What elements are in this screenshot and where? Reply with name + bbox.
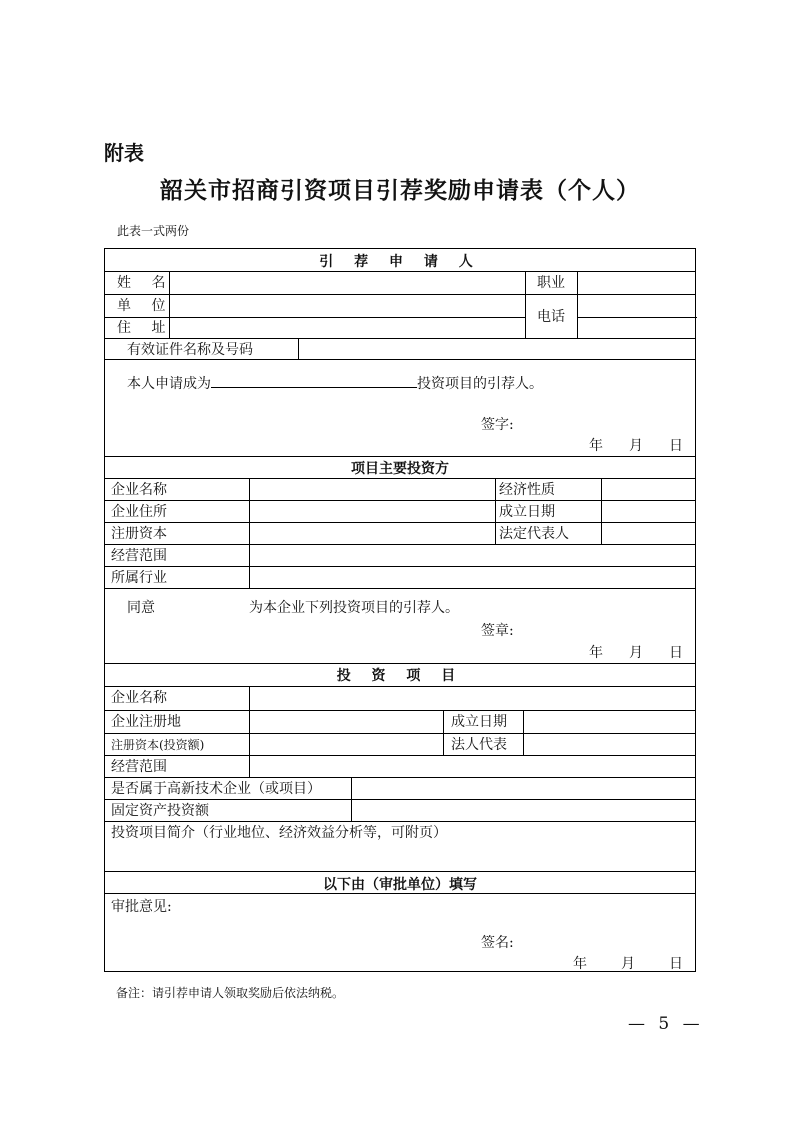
divider xyxy=(105,710,695,711)
divider xyxy=(523,710,524,755)
investor-address-label: 企业住所 xyxy=(111,504,167,520)
month-label: 月 xyxy=(621,956,635,972)
divider xyxy=(351,777,352,821)
day-label: 日 xyxy=(669,438,683,454)
hightech-label: 是否属于高新技术企业（或项目） xyxy=(111,781,321,797)
divider xyxy=(249,478,250,588)
day-label: 日 xyxy=(669,956,683,972)
divider xyxy=(105,478,695,479)
agree-label: 同意 xyxy=(127,600,155,616)
month-label: 月 xyxy=(629,645,643,661)
project-summary-label: 投资项目简介（行业地位、经济效益分析等，可附页） xyxy=(111,825,447,841)
divider xyxy=(298,338,299,359)
project-name-blank xyxy=(211,373,417,388)
investor-capital-label: 注册资本 xyxy=(111,526,167,542)
occupation-label: 职业 xyxy=(537,275,565,291)
divider xyxy=(105,799,695,800)
year-label: 年 xyxy=(589,645,603,661)
day-label: 日 xyxy=(669,645,683,661)
month-label: 月 xyxy=(629,438,643,454)
divider xyxy=(105,821,695,822)
year-label: 年 xyxy=(589,438,603,454)
divider xyxy=(525,271,526,338)
divider xyxy=(105,271,695,272)
project-founded-label: 成立日期 xyxy=(451,714,507,730)
page-title: 韶关市招商引资项目引荐奖励申请表（个人） xyxy=(160,177,640,204)
address-label: 住 址 xyxy=(117,320,174,336)
divider xyxy=(105,755,695,756)
section-applicant-title: 引 荐 申 请 人 xyxy=(319,254,481,270)
unit-label: 单 位 xyxy=(117,298,174,314)
divider xyxy=(577,271,578,338)
project-capital-label: 注册资本(投资额) xyxy=(111,738,205,752)
divider xyxy=(105,566,695,567)
investor-scope-label: 经营范围 xyxy=(111,548,167,564)
approval-sign-label: 签名: xyxy=(481,935,514,951)
divider xyxy=(577,317,697,318)
divider xyxy=(105,317,525,318)
application-form xyxy=(104,248,696,972)
divider xyxy=(105,359,695,360)
appendix-label: 附表 xyxy=(104,141,144,165)
divider xyxy=(105,686,695,687)
section-approval-title: 以下由（审批单位）填写 xyxy=(323,877,477,893)
divider xyxy=(105,456,695,457)
project-company-name-label: 企业名称 xyxy=(111,690,167,706)
project-reg-address-label: 企业注册地 xyxy=(111,714,181,730)
year-label: 年 xyxy=(573,956,587,972)
divider xyxy=(105,338,695,339)
copies-note: 此表一式两份 xyxy=(117,224,190,238)
divider xyxy=(105,588,695,589)
declaration-text xyxy=(127,373,543,393)
project-scope-label: 经营范围 xyxy=(111,759,167,775)
investor-legal-rep-label: 法定代表人 xyxy=(499,526,569,542)
divider xyxy=(105,777,695,778)
economic-nature-label: 经济性质 xyxy=(499,482,555,498)
investor-founded-label: 成立日期 xyxy=(499,504,555,520)
name-label: 姓 名 xyxy=(117,275,174,291)
agree-text: 为本企业下列投资项目的引荐人。 xyxy=(249,600,459,616)
divider xyxy=(249,686,250,755)
seal-label: 签章: xyxy=(481,623,514,639)
divider xyxy=(601,478,602,544)
divider xyxy=(105,871,695,872)
fixed-asset-label: 固定资产投资额 xyxy=(111,803,209,819)
phone-label: 电话 xyxy=(537,309,565,325)
divider xyxy=(105,500,695,501)
divider xyxy=(495,478,496,544)
divider xyxy=(105,522,695,523)
divider xyxy=(105,733,695,734)
declaration-suffix: 投资项目的引荐人。 xyxy=(417,376,543,392)
divider xyxy=(105,294,695,295)
divider xyxy=(249,755,250,777)
divider xyxy=(105,893,695,894)
id-document-label: 有效证件名称及号码 xyxy=(127,342,253,358)
investor-company-name-label: 企业名称 xyxy=(111,482,167,498)
project-legal-rep-label: 法人代表 xyxy=(451,737,507,753)
divider xyxy=(105,663,695,664)
divider xyxy=(105,544,695,545)
divider xyxy=(169,271,170,338)
investor-industry-label: 所属行业 xyxy=(111,570,167,586)
sign-label: 签字: xyxy=(481,417,514,433)
footnote: 备注：请引荐申请人领取奖励后依法纳税。 xyxy=(116,986,345,1000)
section-investor-title: 项目主要投资方 xyxy=(351,461,449,477)
declaration-prefix: 本人申请成为 xyxy=(127,376,211,392)
page-number: — 5 — xyxy=(628,1014,704,1034)
divider xyxy=(443,710,444,755)
section-project-title: 投 资 项 目 xyxy=(336,668,464,684)
approval-opinion-label: 审批意见: xyxy=(111,899,172,915)
